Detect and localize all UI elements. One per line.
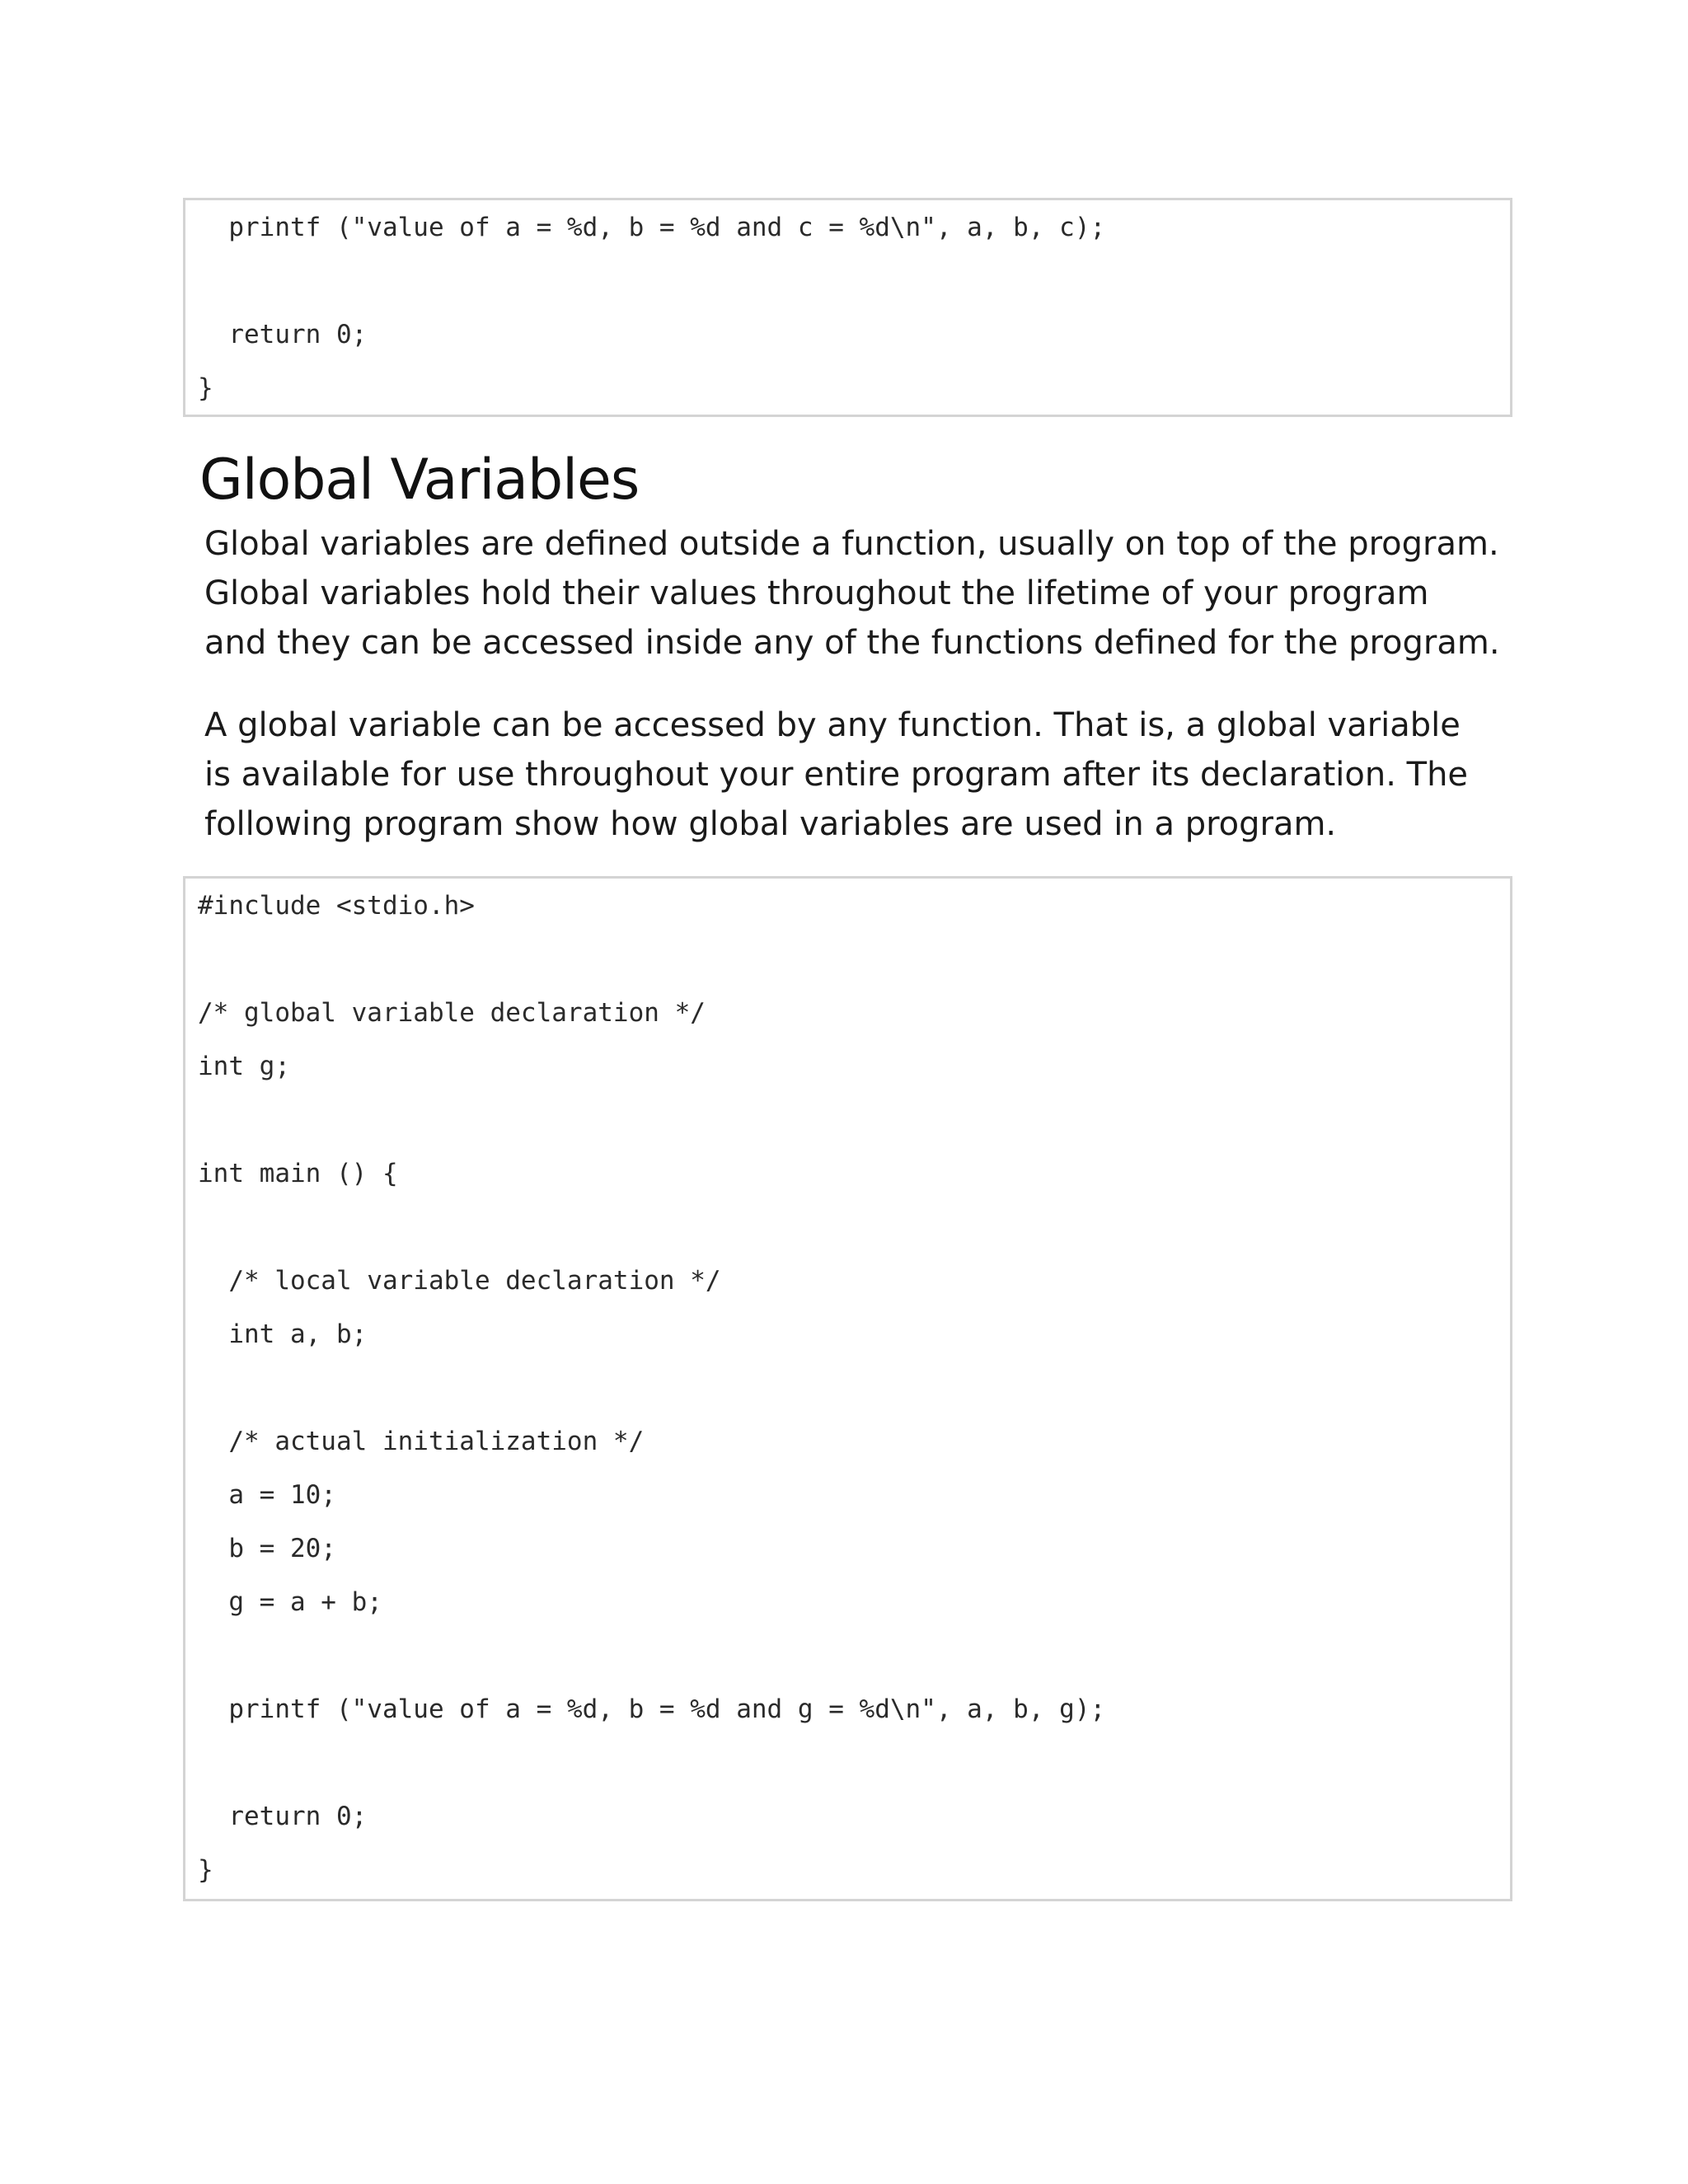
code-line: /* global variable declaration */	[198, 998, 706, 1028]
code-line: g = a + b;	[198, 1587, 382, 1617]
code-line: }	[198, 1855, 213, 1885]
code-line: }	[198, 373, 213, 403]
code-line: return 0;	[198, 1802, 368, 1831]
paragraph-line: is available for use throughout your entire program after its declaration. The	[204, 756, 1469, 794]
section-title: Global Variables	[199, 448, 640, 513]
paragraph-line: following program show how global variables are used in a program.	[204, 805, 1337, 843]
paragraph-line: Global variables are defined outside a function, usually on top of the program.	[204, 525, 1499, 563]
paragraph-line: and they can be accessed inside any of the functions defined for the program.	[204, 624, 1500, 662]
paragraph-line: Global variables hold their values throughout the lifetime of your program	[204, 574, 1429, 612]
code-line: #include <stdio.h>	[198, 891, 475, 921]
code-line: int a, b;	[198, 1319, 368, 1349]
code-line: a = 10;	[198, 1480, 336, 1510]
code-line: int main () {	[198, 1159, 398, 1188]
code-line: return 0;	[198, 320, 368, 349]
code-line: printf ("value of a = %d, b = %d and g = %d\n", a, b, g);	[198, 1694, 1106, 1724]
code-line: printf ("value of a = %d, b = %d and c = %d\n", a, b, c);	[198, 213, 1106, 242]
paragraph-line: A global variable can be accessed by any function. That is, a global variable	[204, 706, 1461, 744]
code-line: /* actual initialization */	[198, 1427, 645, 1456]
code-line: int g;	[198, 1052, 290, 1081]
code-line: b = 20;	[198, 1534, 336, 1563]
code-block-2	[183, 876, 1512, 1901]
code-line: /* local variable declaration */	[198, 1266, 721, 1296]
